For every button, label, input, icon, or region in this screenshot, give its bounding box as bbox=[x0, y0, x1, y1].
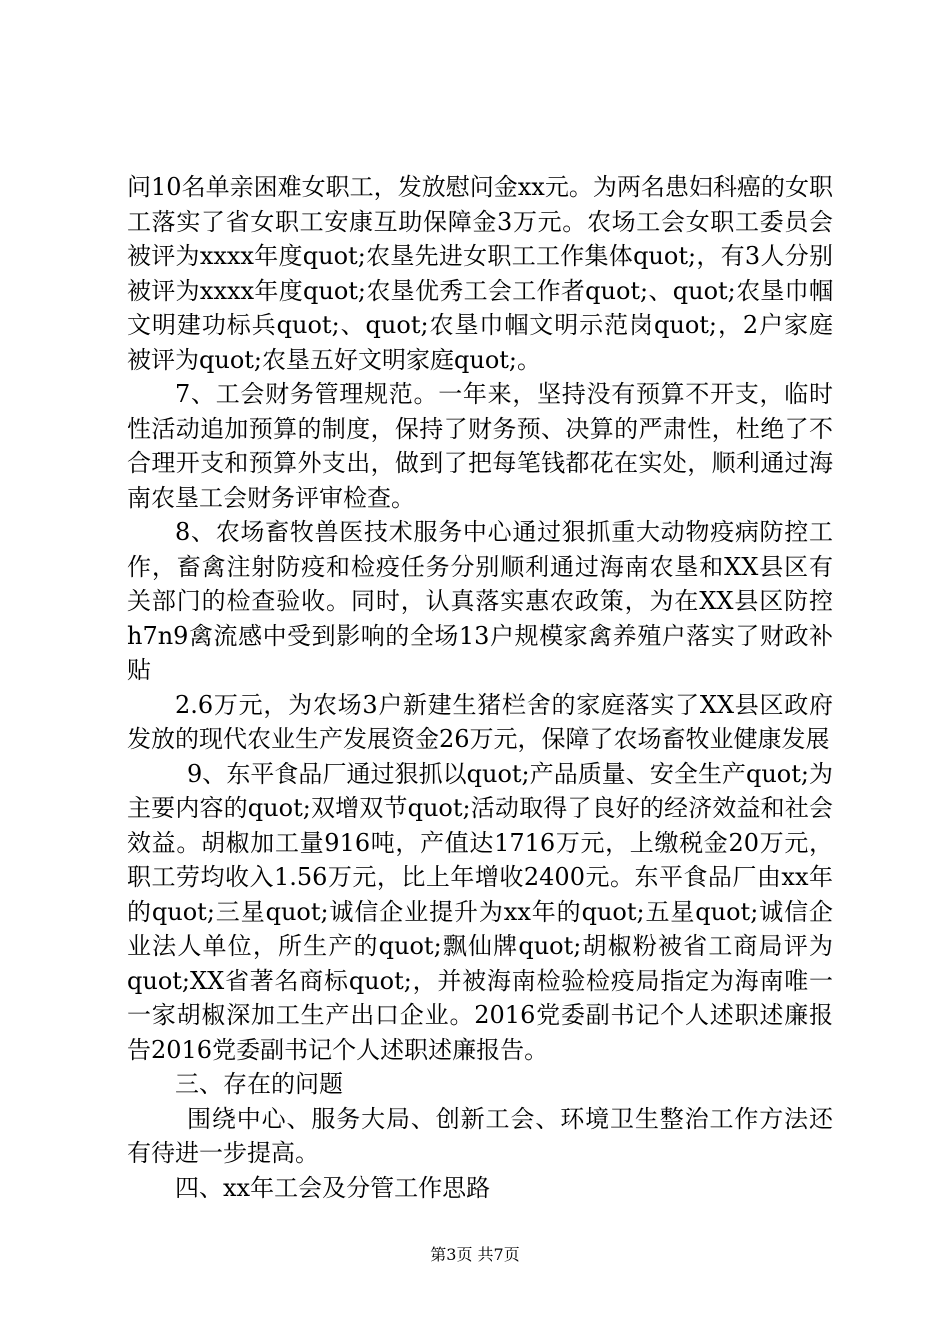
paragraph-female-workers: 问10名单亲困难女职工，发放慰问金xx元。为两名患妇科癌的女职工落实了省女职工安康互助保障金3万元。农场工会女职工委员会被评为xxxx年度quot;农垦先进女职工工作集体quot;，有3人分别被评为xxxx年度quot;农垦优秀工会工作者quot;、quot;农垦巾帼文明建功标兵quot;、quot;农垦巾帼文明示范岗quot;，2户家庭被评为quot;农垦五好文明家庭quot;。 bbox=[127, 173, 833, 374]
page-number-footer: 第3页 共7页 bbox=[430, 1245, 520, 1264]
section-heading-work-plan: 四、xx年工会及分管工作思路 bbox=[175, 1173, 491, 1202]
paragraph-item-8-continued: 2.6万元，为农场3户新建生猪栏舍的家庭落实了XX县区政府发放的现代农业生产发展资金26万元，保障了农场畜牧业健康发展 bbox=[127, 690, 833, 753]
document-body bbox=[127, 170, 833, 1205]
paragraph-problems: 围绕中心、服务大局、创新工会、环境卫生整治工作方法还有待进一步提高。 bbox=[127, 1104, 833, 1167]
section-heading-problems: 三、存在的问题 bbox=[175, 1070, 343, 1098]
paragraph-item-8-veterinary: 8、农场畜牧兽医技术服务中心通过狠抓重大动物疫病防控工作，畜禽注射防疫和检疫任务分别顺利通过海南农垦和XX县区有关部门的检查验收。同时，认真落实惠农政策，为在XX县区防控h7n9禽流感中受到影响的全场13户规模家禽养殖户落实了财政补贴 bbox=[127, 518, 833, 684]
paragraph-item-7-finance: 7、工会财务管理规范。一年来，坚持没有预算不开支，临时性活动追加预算的制度，保持了财务预、决算的严肃性，杜绝了不合理开支和预算外支出，做到了把每笔钱都花在实处，顺利通过海南农垦工会财务评审检查。 bbox=[127, 380, 833, 512]
paragraph-item-9-food-factory: 9、东平食品厂通过狠抓以quot;产品质量、安全生产quot;为主要内容的quot;双增双节quot;活动取得了良好的经济效益和社会效益。胡椒加工量916吨，产值达1716万元，上缴税金20万元，职工劳均收入1.56万元，比上年增收2400元。东平食品厂由xx年的quot;三星quot;诚信企业提升为xx年的quot;五星quot;诚信企业法人单位，所生产的quot;飘仙牌quot;胡椒粉被省工商局评为quot;XX省著名商标quot;，并被海南检验检疫局指定为海南唯一一家胡椒深加工生产出口企业。2016党委副书记个人述职述廉报告2016党委副书记个人述职述廉报告。 bbox=[127, 759, 833, 1064]
